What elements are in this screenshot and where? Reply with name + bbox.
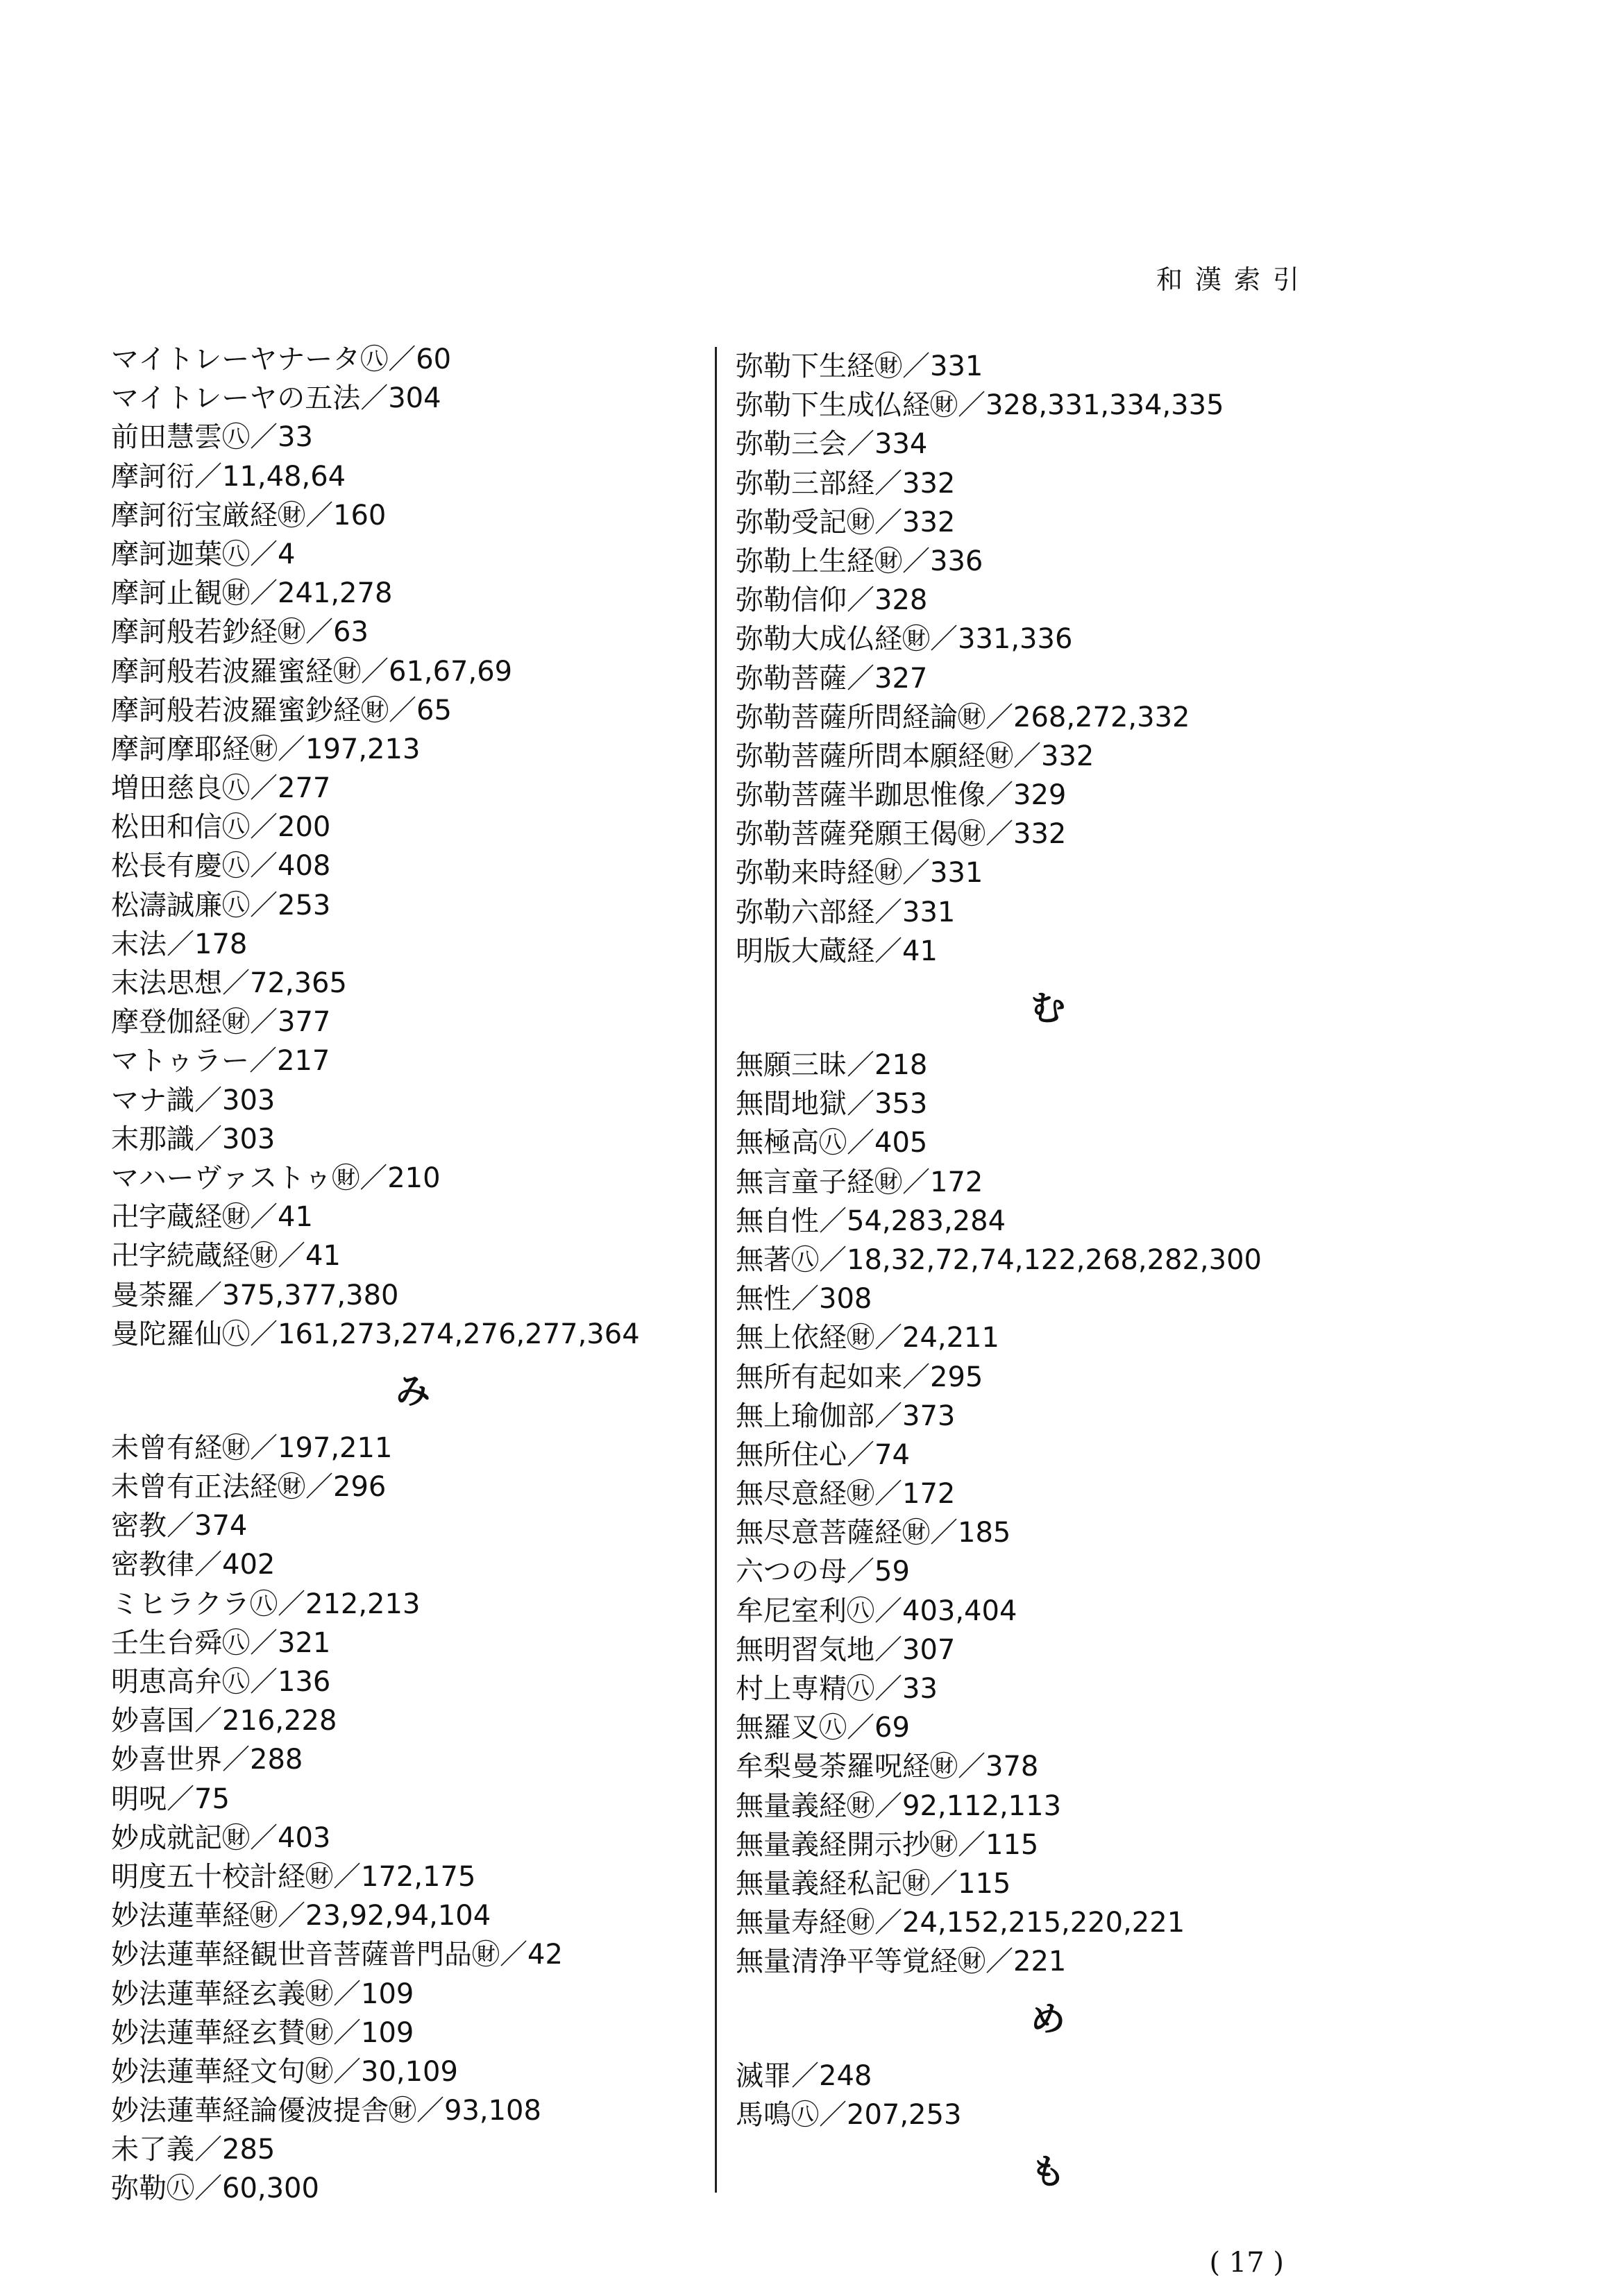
right-entries-mu [736,1046,1360,1982]
index-entry: 妙法蓮華経文句㊖／30,109 [111,2055,458,2088]
index-entry: マハーヴァストゥ㊖／210 [111,1162,441,1194]
index-entry: 村上専精㊇／33 [736,1673,938,1705]
index-entry: マナ識／303 [111,1084,276,1116]
index-entry: 弥勒三部経／332 [736,467,956,500]
index-entry: 妙法蓮華経㊖／23,92,94,104 [111,1900,491,1932]
index-entry: マトゥラー／217 [111,1045,330,1078]
index-entry: 妙法蓮華経玄義㊖／109 [111,1978,414,2010]
index-entry: 無上依経㊖／24,211 [736,1322,999,1354]
index-entry: 弥勒六部経／331 [736,896,956,928]
index-entry: 妙喜世界／288 [111,1744,303,1776]
index-entry: 明恵高弁㊇／136 [111,1666,331,1698]
index-entry: 松長有慶㊇／408 [111,850,331,883]
index-entry: 増田慈良㊇／277 [111,772,331,805]
index-entry: 壬生台舜㊇／321 [111,1626,331,1659]
index-entry: ミヒラクラ㊇／212,213 [111,1588,421,1620]
index-entry: 妙法蓮華経論優波提舎㊖／93,108 [111,2095,541,2127]
index-entry: 弥勒菩薩半跏思惟像／329 [736,779,1067,812]
index-entry: 無量義経私記㊖／115 [736,1867,1011,1900]
index-entry: 摩訶衍／11,48,64 [111,460,346,493]
index-entry: 無量義経開示抄㊖／115 [736,1828,1039,1861]
index-entry: 弥勒来時経㊖／331 [736,857,983,890]
index-entry: 無願三昧／218 [736,1049,928,1081]
index-entry: 摩登伽経㊖／377 [111,1006,331,1039]
index-entry: 無自性／54,283,284 [736,1205,1006,1237]
index-entry: 妙喜国／216,228 [111,1705,337,1737]
index-entry: マイトレーヤナータ㊇／60 [111,343,452,375]
index-entry: 弥勒菩薩所問本願経㊖／332 [736,740,1094,772]
index-entry: 無所住心／74 [736,1438,910,1471]
index-entry: 未了義／285 [111,2134,276,2166]
index-entry: 弥勒㊇／60,300 [111,2172,319,2205]
left-entries-mi [111,1429,715,2209]
index-entry: 牟梨曼荼羅呪経㊖／378 [736,1751,1039,1783]
index-entry: 摩訶般若鈔経㊖／63 [111,616,369,649]
index-entry: 摩訶般若波羅蜜経㊖／61,67,69 [111,655,513,688]
index-entry: 弥勒菩薩所問経論㊖／268,272,332 [736,701,1190,733]
index-entry: 六つの母／59 [736,1556,910,1588]
index-entry: 無羅叉㊇／69 [736,1712,910,1744]
index-entry: 弥勒菩薩／327 [736,662,928,695]
index-entry: 明度五十校計経㊖／172,175 [111,1860,476,1893]
index-entry: 馬鳴㊇／207,253 [736,2098,962,2131]
index-entry: 弥勒下生経㊖／331 [736,350,983,382]
index-entry: 弥勒菩薩発願王偈㊖／332 [736,818,1067,851]
index-entry: 無尽意菩薩経㊖／185 [736,1517,1011,1549]
section-heading-me: め [1031,1998,1065,2039]
left-entries-ma [111,340,715,1354]
index-entry: 卍字続蔵経㊖／41 [111,1240,341,1273]
index-entry: 滅罪／248 [736,2059,872,2092]
index-entry: 無性／308 [736,1283,872,1316]
index-entry: 無明習気地／307 [736,1633,956,1666]
page-number: ( 17 ) [1209,2247,1284,2279]
left-index-column [111,340,715,2209]
right-entries-mi [736,347,1360,971]
section-heading-mo: も [1031,2150,1065,2192]
index-entry: 弥勒上生経㊖／336 [736,545,983,577]
index-entry: 摩訶摩耶経㊖／197,213 [111,733,421,765]
index-entry: 無所有起如来／295 [736,1361,983,1393]
right-entries-me [736,2057,1360,2134]
index-entry: 無極高㊇／405 [736,1127,928,1159]
column-divider [715,347,717,2193]
index-entry: 無量清浄平等覚経㊖／221 [736,1946,1067,1978]
index-entry: 末法思想／72,365 [111,967,347,999]
index-entry: 前田慧雲㊇／33 [111,421,313,454]
right-index-column [736,347,1360,2209]
index-entry: 曼荼羅／375,377,380 [111,1279,399,1311]
index-entry: 無尽意経㊖／172 [736,1478,956,1511]
index-entry: 弥勒大成仏経㊖／331,336 [736,623,1073,656]
index-entry: 妙成就記㊖／403 [111,1821,331,1854]
index-entry: 松田和信㊇／200 [111,811,331,844]
page-header-title: 和漢索引 [1156,264,1312,295]
index-entry: 無量寿経㊖／24,152,215,220,221 [736,1907,1185,1939]
index-entry: 未曾有経㊖／197,211 [111,1431,393,1464]
index-entry: 妙法蓮華経観世音菩薩普門品㊖／42 [111,1939,563,1971]
index-entry: 卍字蔵経㊖／41 [111,1201,313,1234]
index-entry: 明呪／75 [111,1783,230,1815]
index-entry: 末那識／303 [111,1123,276,1155]
index-entry: 未曾有正法経㊖／296 [111,1471,387,1504]
section-heading-mu: む [1031,987,1065,1028]
index-entry: 無言童子経㊖／172 [736,1166,983,1198]
index-entry: 明版大蔵経／41 [736,935,938,967]
index-entry: 曼陀羅仙㊇／161,273,274,276,277,364 [111,1318,640,1350]
index-entry: 摩訶止観㊖／241,278 [111,577,393,610]
index-entry: 無量義経㊖／92,112,113 [736,1789,1062,1822]
index-entry: 無上瑜伽部／373 [736,1400,956,1432]
index-entry: 摩訶迦葉㊇／4 [111,538,296,570]
section-heading-mi: み [396,1370,430,1411]
index-entry: 弥勒受記㊖／332 [736,506,956,538]
index-entry: 牟尼室利㊇／403,404 [736,1595,1017,1627]
index-entry: マイトレーヤの五法／304 [111,382,441,415]
index-entry: 松濤誠廉㊇／253 [111,889,331,921]
index-entry: 弥勒三会／334 [736,428,928,461]
index-entry: 末法／178 [111,928,248,960]
index-entry: 摩訶衍宝厳経㊖／160 [111,499,387,532]
index-entry: 弥勒信仰／328 [736,584,928,617]
index-entry: 無間地獄／353 [736,1088,928,1121]
index-entry: 密教律／402 [111,1549,276,1581]
index-entry: 密教／374 [111,1510,248,1542]
index-entry: 摩訶般若波羅蜜鈔経㊖／65 [111,694,452,726]
index-entry: 妙法蓮華経玄賛㊖／109 [111,2016,414,2049]
index-entry: 弥勒下生成仏経㊖／328,331,334,335 [736,389,1224,422]
index-entry: 無著㊇／18,32,72,74,122,268,282,300 [736,1243,1262,1276]
